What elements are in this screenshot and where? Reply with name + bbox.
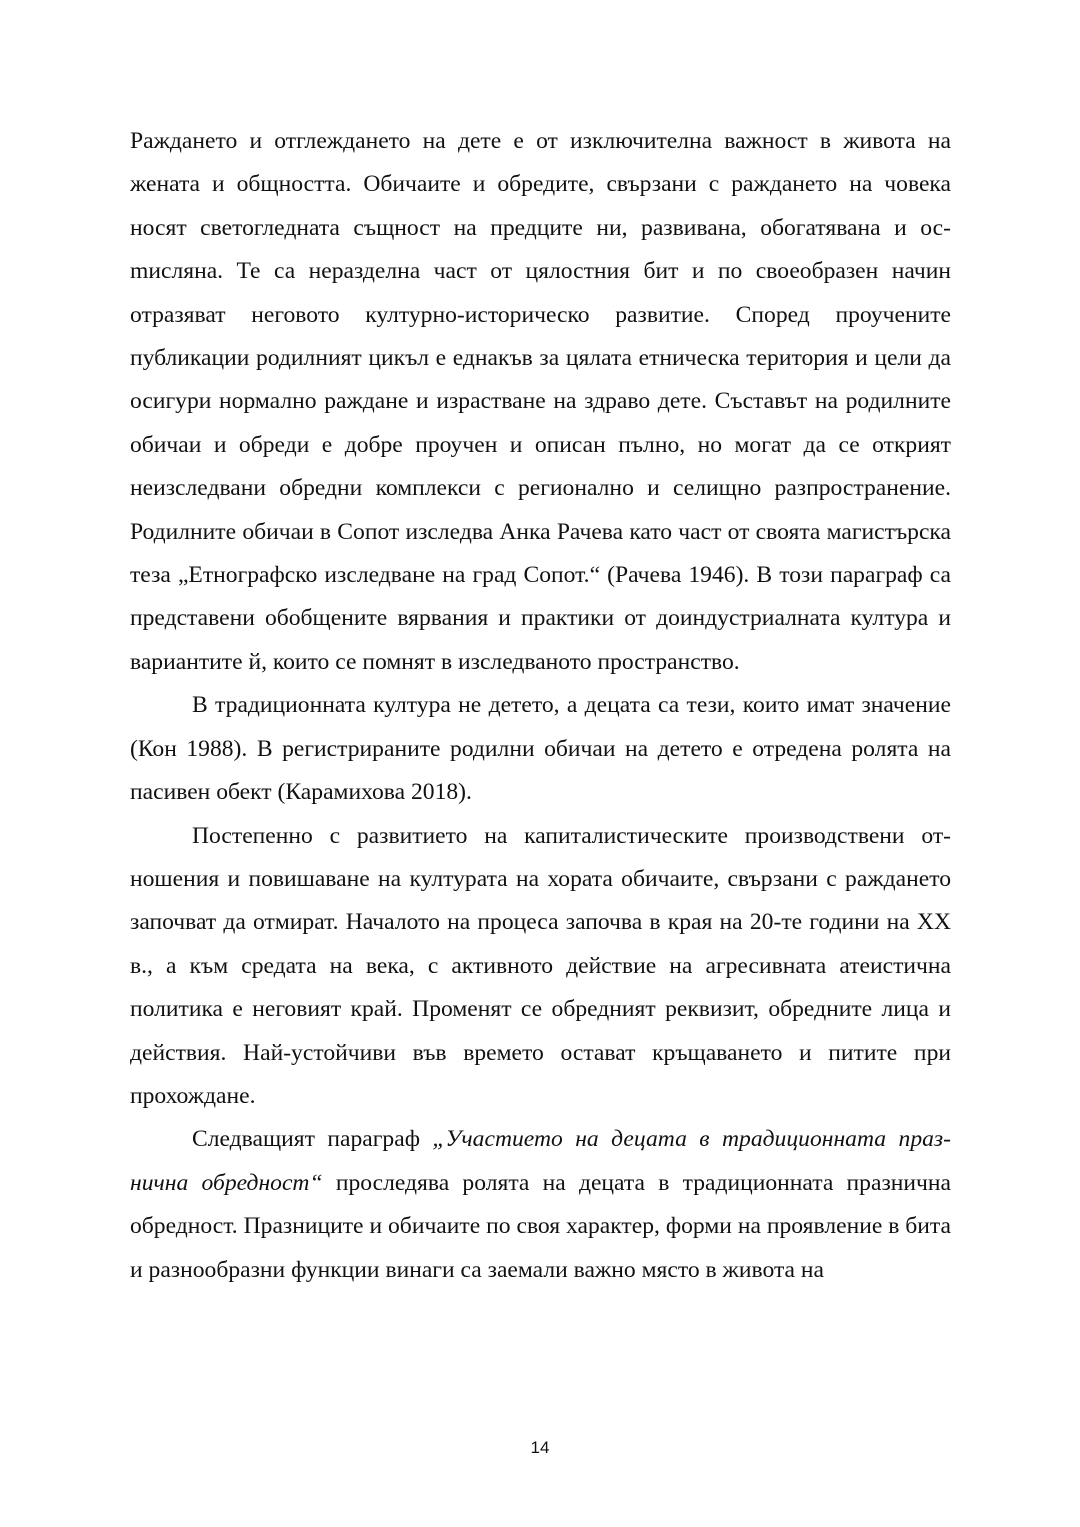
paragraph-2: В традиционната култура не детето, а децата са тези, които имат значение (Кон 1988). В регистрираните родилни обичаи на детето е отредена ролята на пасивен обект (Карамихова 2018). [130,692,951,806]
page-number: 14 [530,1438,550,1457]
paragraph-3: Постепенно с развитието на капиталистическите производствени отношения и повишаване на културата на хората обичаите, свързани с раждането започват да отмират. Началото на процеса започва в края на 20-те години на XX в., а към средата на века, с активното действие на агресивната атеистична политика е неговият край. Променят се обредният реквизит, обредните лица и действия. Най-устойчиви във времето остават кръщаването и питите при прохождане. [130,822,951,1109]
body-text [130,120,951,1292]
paragraph-4-intro: Следващият параграф [192,1126,433,1153]
section-title-reference: „Участието на децата в традиционната празнична обредност“ [130,1126,951,1196]
paragraph-4 [130,1118,951,1292]
paragraph-1: Раждането и отглеждането на дете е от изключителна важност в живота на жената и общността. Обичаите и обредите, свързани с раждането на човека носят светогледната същност на предците ни, развивана, обогатявана и осmисляна. Те са неразделна част от цялостния бит и по своеобразен начин отразяват неговото културно-историческо развитие. Според проучените публикации родилният цикъл е еднакъв за цялата етническа територия и цели да осигури нормално раждане и израстване на здраво дете. Съставът на родилните обичаи и обреди е добре проучен и описан пълно, но могат да се открият неизследвани обредни комплекси с регионално и селищно разпространение. Родилните обичаи в Сопот изследва Анка Рачева като част от своята магистърска теза „Етнографско изследване на град Сопот.“ (Рачева 1946). В този параграф са представени обобщените вярвания и практики от доиндустриалната култура и вариантите й, които се помнят в изследваното пространство. [130,128,951,675]
paragraph-4-body: проследява ролята на децата в традиционната празнична обредност. Празниците и обичаите по своя характер, форми на проявление в бита и разнообразни функции винаги са заемали важно място в живота на [130,1169,951,1283]
